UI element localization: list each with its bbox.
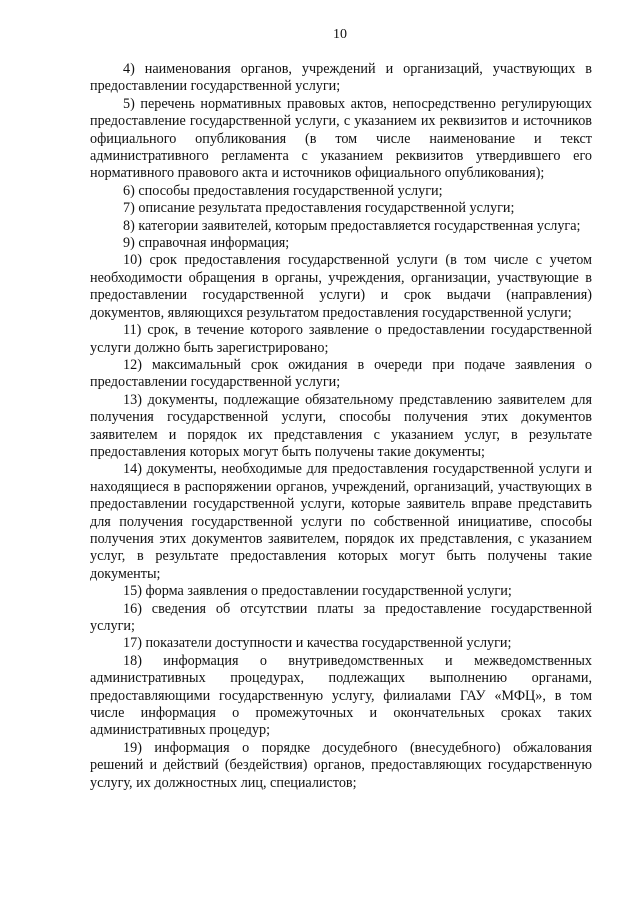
list-item-13: 13) документы, подлежащие обязательному представлению заявителем для получения государственной услуги, способы получения этих документов заявителем и порядок их представления с указанием услуг, в результате предоставления которых могут быть получены такие документы; <box>90 391 592 460</box>
list-item-12: 12) максимальный срок ожидания в очереди при подаче заявления о предоставлении государственной услуги; <box>90 356 592 391</box>
list-item-8: 8) категории заявителей, которым предоставляется государственная услуга; <box>123 217 581 234</box>
list-item-7: 7) описание результата предоставления государственной услуги; <box>123 200 515 217</box>
list-item-16: 16) сведения об отсутствии платы за предоставление государственной услуги; <box>90 600 592 634</box>
document-body <box>90 61 592 792</box>
list-item-5: 5) перечень нормативных правовых актов, непосредственно регулирующих предоставление государственной услуги, с указанием их реквизитов и источников официального опубликования (в том числе наименование и текст административного регламента с указанием реквизитов утвердившего его нормативного правового акта и источников официального опубликования); <box>90 95 592 182</box>
page-number: 10 <box>333 27 347 42</box>
list-item-15: 15) форма заявления о предоставлении государственной услуги; <box>123 583 512 600</box>
list-item-18: 18) информация о внутриведомственных и межведомственных административных процедурах, подлежащих выполнению органами, предоставляющими государственную услугу, филиалами ГАУ «МФЦ», в том числе информация о промежуточных и окончательных сроках таких административных процедур; <box>90 652 592 739</box>
list-item-11: 11) срок, в течение которого заявление о предоставлении государственной услуги должно быть зарегистрировано; <box>90 322 592 356</box>
list-item-10: 10) срок предоставления государственной услуги (в том числе с учетом необходимости обращения в органы, учреждения, организации, участвующие в предоставлении государственной услуги) и срок выдачи (направления) документов, являющихся результатом предоставления государственной услуги; <box>90 252 592 321</box>
list-item-19: 19) информация о порядке досудебного (внесудебного) обжалования решений и действий (бездействия) органов, предоставляющих государственную услугу, их должностных лиц, специалистов; <box>90 739 592 791</box>
list-item-14: 14) документы, необходимые для предоставления государственной услуги и находящиеся в распоряжении органов, учреждений, организаций, участвующих в предоставлении государственной услуги, которые заявитель вправе представить для получения государственной услуги по собственной инициативе, способы получения этих документов заявителем, порядок их представления, с указанием услуг, в результате предоставления которых могут быть получены такие документы; <box>90 461 592 582</box>
list-item-6: 6) способы предоставления государственной услуги; <box>123 182 443 199</box>
list-item-17: 17) показатели доступности и качества государственной услуги; <box>123 635 512 652</box>
list-item-9: 9) справочная информация; <box>123 235 290 252</box>
list-item-4: 4) наименования органов, учреждений и организаций, участвующих в предоставлении государственной услуги; <box>90 61 592 95</box>
